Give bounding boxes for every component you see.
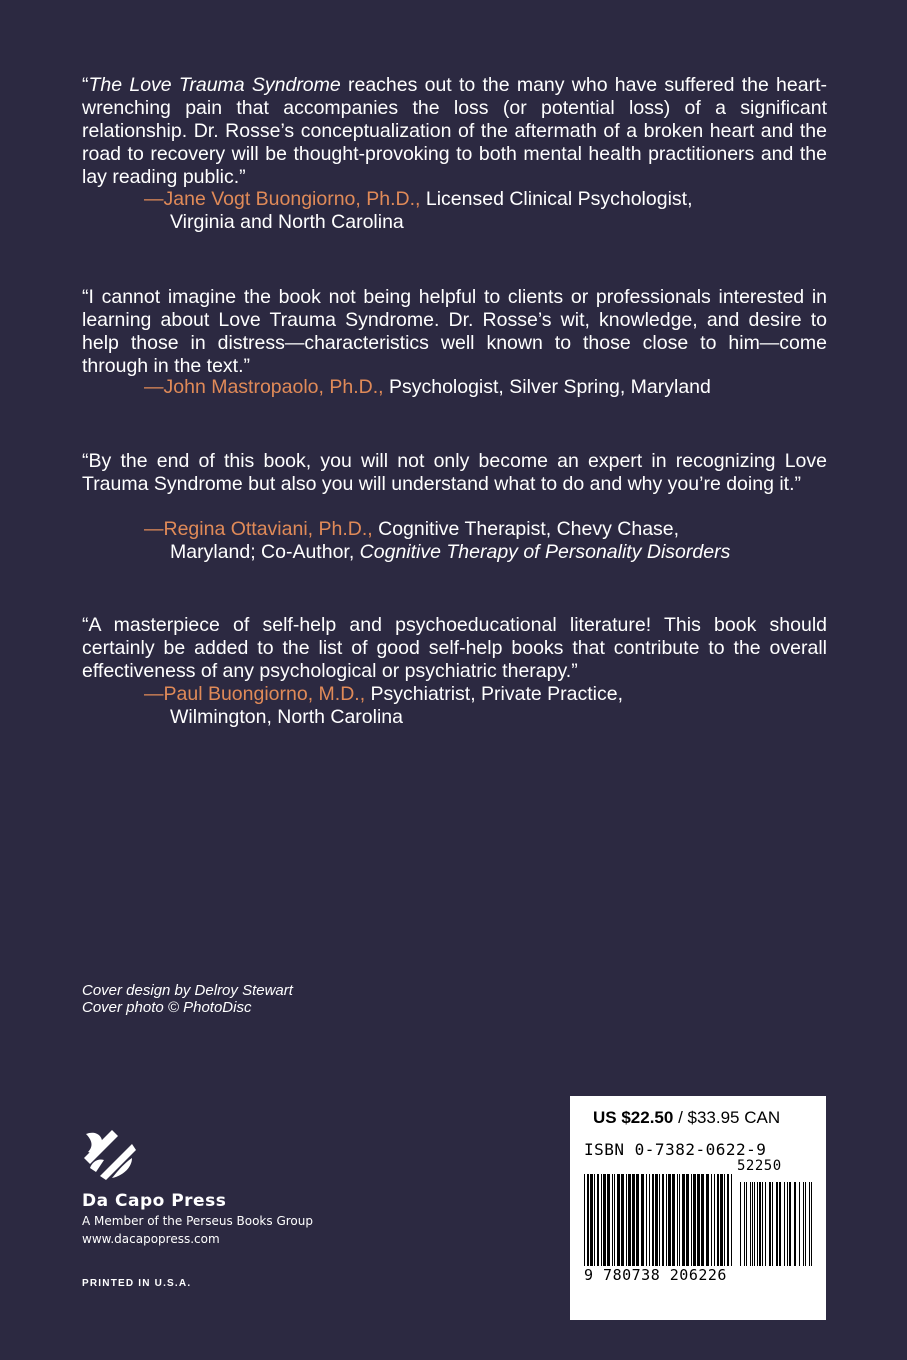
publisher-url: www.dacapopress.com	[82, 1232, 220, 1246]
review-attribution-1: —Jane Vogt Buongiorno, Ph.D., Licensed Clinical Psychologist, Virginia and North Carolina	[144, 188, 693, 233]
reviewer-name: —Regina Ottaviani, Ph.D.,	[144, 518, 373, 540]
review-attribution-2: —John Mastropaolo, Ph.D., Psychologist, Silver Spring, Maryland	[144, 376, 711, 398]
reviewer-name: —John Mastropaolo, Ph.D.,	[144, 376, 384, 398]
publisher-block	[82, 1190, 313, 1248]
cover-design-credit: Cover design by Delroy Stewart	[82, 982, 293, 999]
publisher-member: A Member of the Perseus Books Group	[82, 1214, 313, 1228]
review-quote-1: “The Love Trauma Syndrome reaches out to the many who have suffered the heart-wrenching pain that accompanies the loss (or potential loss) of a significant relationship. Dr. Rosse’s conceptualization of the aftermath of a broken heart and the road to recovery will be thought-provoking to both mental health practitioners and the lay reading public.”	[82, 74, 827, 188]
ean-number: 9 780738 206226	[584, 1266, 727, 1284]
publisher-name: Da Capo Press	[82, 1191, 227, 1211]
isbn: ISBN 0-7382-0622-9	[584, 1140, 767, 1159]
book-title: The Love Trauma Syndrome	[88, 74, 341, 96]
reviewer-name: —Paul Buongiorno, M.D.,	[144, 683, 366, 705]
barcode-bars	[584, 1174, 814, 1266]
da-capo-logo-icon	[82, 1128, 136, 1180]
reviewer-name: —Jane Vogt Buongiorno, Ph.D.,	[144, 188, 421, 210]
cover-photo-credit: Cover photo © PhotoDisc	[82, 999, 252, 1016]
printed-in: PRINTED IN U.S.A.	[82, 1278, 192, 1289]
review-attribution-3: —Regina Ottaviani, Ph.D., Cognitive Therapist, Chevy Chase, Maryland; Co-Author, Cognitive Therapy of Personality Disorders	[144, 518, 731, 563]
barcode-box	[570, 1096, 826, 1320]
review-quote-4: “A masterpiece of self-help and psychoeducational literature! This book should certainly be added to the list of good self-help books that contribute to the overall effectiveness of any psychological or psychiatric therapy.”	[82, 614, 827, 682]
review-quote-3: “By the end of this book, you will not only become an expert in recognizing Love Trauma Syndrome but also you will understand what to do and why you’re doing it.”	[82, 450, 827, 495]
price-addon-code: 52250	[737, 1158, 782, 1174]
review-attribution-4: —Paul Buongiorno, M.D., Psychiatrist, Private Practice, Wilmington, North Carolina	[144, 683, 624, 728]
cover-credits	[82, 982, 293, 1016]
review-quote-2: “I cannot imagine the book not being helpful to clients or professionals interested in learning about Love Trauma Syndrome. Dr. Rosse’s wit, knowledge, and desire to help those in distress—characteristics well known to those close to him—come through in the text.”	[82, 286, 827, 377]
price: US $22.50 / $33.95 CAN	[593, 1108, 781, 1127]
